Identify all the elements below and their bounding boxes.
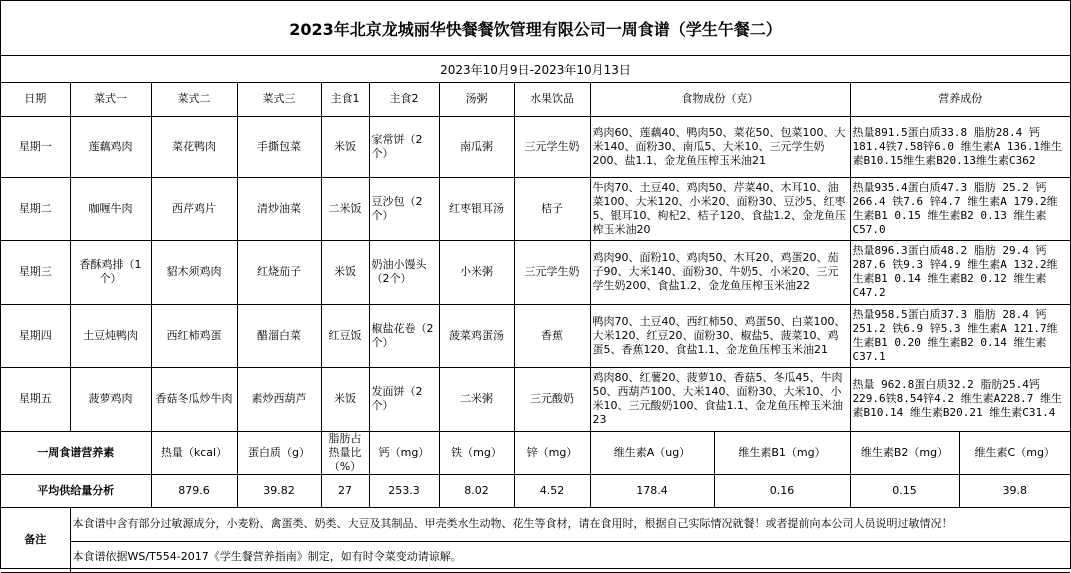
dish3-cell: 手撕包菜 bbox=[237, 116, 321, 177]
table-row bbox=[1, 177, 1070, 240]
nutrient-value-row bbox=[1, 474, 1070, 507]
summary-label-average: 平均供给量分析 bbox=[1, 474, 151, 507]
nutrient-header: 维生素A（ug） bbox=[590, 431, 714, 474]
nutrition-cell: 热量958.5蛋白质37.3 脂肪 28.4 钙251.2 铁6.9 锌5.3 维生素A 121.7维生素B1 0.20 维生素B2 0.14 维生素C37.1 bbox=[850, 304, 1070, 367]
day-cell: 星期三 bbox=[1, 240, 70, 304]
fruit-cell: 三元酸奶 bbox=[514, 367, 590, 431]
header-fruit: 水果饮品 bbox=[514, 83, 590, 116]
nutrient-header: 蛋白质（g） bbox=[237, 431, 321, 474]
header-dish2: 菜式二 bbox=[151, 83, 237, 116]
nutrient-value: 27 bbox=[321, 474, 369, 507]
fruit-cell: 香蕉 bbox=[514, 304, 590, 367]
ingredients-cell: 鸡肉60、莲藕40、鸭肉50、菜花50、包菜100、大米140、面粉30、南瓜5、大米10、三元学生奶200、盐1.1、金龙鱼压榨玉米油21 bbox=[590, 116, 850, 177]
soup-cell: 红枣银耳汤 bbox=[439, 177, 514, 240]
staple1-cell: 米饭 bbox=[321, 116, 369, 177]
nutrient-header: 钙（mg） bbox=[369, 431, 439, 474]
ingredients-cell: 鸡肉80、红薯20、菠萝10、香菇5、冬瓜45、牛肉50、西葫芦100、大米140、面粉30、大米10、小米10、三元酸奶100、食盐1.1、金龙鱼压榨玉米油23 bbox=[590, 367, 850, 431]
nutrition-cell: 热量935.4蛋白质47.3 脂肪 25.2 钙266.4 铁7.6 锌4.7 维生素A 179.2维生素B1 0.15 维生素B2 0.13 维生素C57.0 bbox=[850, 177, 1070, 240]
nutrient-value: 253.3 bbox=[369, 474, 439, 507]
dish1-cell: 莲藕鸡肉 bbox=[70, 116, 151, 177]
allergen-note: 本食谱中含有部分过敏源成分，小麦粉、禽蛋类、奶类、大豆及其制品、甲壳类水生动物、花生等食材，请在食用时，根据自己实际情况就餐！或者提前向本公司人员说明过敏情况！ bbox=[70, 507, 1070, 541]
staple2-cell: 家常饼（2个） bbox=[369, 116, 439, 177]
fruit-cell: 三元学生奶 bbox=[514, 240, 590, 304]
dish2-cell: 香菇冬瓜炒牛肉 bbox=[151, 367, 237, 431]
nutrient-header: 热量（kcal） bbox=[151, 431, 237, 474]
nutrient-header: 锌（mg） bbox=[514, 431, 590, 474]
dish1-cell: 菠萝鸡肉 bbox=[70, 367, 151, 431]
nutrient-value: 879.6 bbox=[151, 474, 237, 507]
staple2-cell: 发面饼（2个） bbox=[369, 367, 439, 431]
nutrient-value: 39.8 bbox=[959, 474, 1070, 507]
ingredients-cell: 鸡肉90、面粉10、鸡肉50、木耳20、鸡蛋20、茄子90、大米140、面粉30、牛奶5、小米20、三元学生奶200、食盐1.2、金龙鱼压榨玉米油22 bbox=[590, 240, 850, 304]
nutrient-header: 维生素B2（mg） bbox=[850, 431, 959, 474]
table-row bbox=[1, 240, 1070, 304]
date-range: 2023年10月9日-2023年10月13日 bbox=[1, 56, 1070, 83]
header-nutrition: 营养成份 bbox=[850, 83, 1070, 116]
header-row bbox=[1, 83, 1070, 116]
dish3-cell: 素炒西葫芦 bbox=[237, 367, 321, 431]
nutrient-value: 39.82 bbox=[237, 474, 321, 507]
dish2-cell: 西芹鸡片 bbox=[151, 177, 237, 240]
nutrient-value: 0.15 bbox=[850, 474, 959, 507]
nutrient-value: 4.52 bbox=[514, 474, 590, 507]
nutrient-header: 铁（mg） bbox=[439, 431, 514, 474]
dish2-cell: 西红柿鸡蛋 bbox=[151, 304, 237, 367]
nutrition-cell: 热量896.3蛋白质48.2 脂肪 29.4 钙287.6 铁9.3 锌4.9 维生素A 132.2维生素B1 0.14 维生素B2 0.12 维生素C47.2 bbox=[850, 240, 1070, 304]
weekly-menu-table bbox=[1, 83, 1070, 573]
nutrient-value: 178.4 bbox=[590, 474, 714, 507]
staple2-cell: 奶油小馒头（2个） bbox=[369, 240, 439, 304]
table-row bbox=[1, 367, 1070, 431]
staple1-cell: 红豆饭 bbox=[321, 304, 369, 367]
soup-cell: 二米粥 bbox=[439, 367, 514, 431]
dish1-cell: 土豆炖鸭肉 bbox=[70, 304, 151, 367]
staple1-cell: 米饭 bbox=[321, 367, 369, 431]
fruit-cell: 三元学生奶 bbox=[514, 116, 590, 177]
ingredients-cell: 牛肉70、土豆40、鸡肉50、芹菜40、木耳10、油菜100、大米120、小米20、面粉30、豆沙5、红枣5、银耳10、枸杞2、桔子120、食盐1.2、金龙鱼压榨玉米油20 bbox=[590, 177, 850, 240]
nutrition-cell: 热量891.5蛋白质33.8 脂肪28.4 钙181.4铁7.58锌6.0 维生素A 136.1维生素B10.15维生素B20.13维生素C362 bbox=[850, 116, 1070, 177]
staple1-cell: 米饭 bbox=[321, 240, 369, 304]
dish3-cell: 清炒油菜 bbox=[237, 177, 321, 240]
table-row bbox=[1, 116, 1070, 177]
staple1-cell: 二米饭 bbox=[321, 177, 369, 240]
page-title: 2023年北京龙城丽华快餐餐饮管理有限公司一周食谱（学生午餐二） bbox=[1, 1, 1070, 56]
nutrient-value: 8.02 bbox=[439, 474, 514, 507]
header-staple1: 主食1 bbox=[321, 83, 369, 116]
header-dish1: 菜式一 bbox=[70, 83, 151, 116]
day-cell: 星期四 bbox=[1, 304, 70, 367]
day-cell: 星期一 bbox=[1, 116, 70, 177]
header-ingredients: 食物成份（克） bbox=[590, 83, 850, 116]
standard-note: 本食谱依据WS/T554-2017《学生餐营养指南》制定，如有时令菜变动请谅解。 bbox=[70, 541, 1070, 572]
notes-row bbox=[1, 541, 1070, 572]
staple2-cell: 椒盐花卷（2个） bbox=[369, 304, 439, 367]
header-date: 日期 bbox=[1, 83, 70, 116]
dish2-cell: 貂木须鸡肉 bbox=[151, 240, 237, 304]
header-soup: 汤粥 bbox=[439, 83, 514, 116]
nutrient-value: 0.16 bbox=[714, 474, 850, 507]
header-dish3: 菜式三 bbox=[237, 83, 321, 116]
soup-cell: 南瓜粥 bbox=[439, 116, 514, 177]
fruit-cell: 桔子 bbox=[514, 177, 590, 240]
notes-row bbox=[1, 507, 1070, 541]
day-cell: 星期五 bbox=[1, 367, 70, 431]
ingredients-cell: 鸭肉70、土豆40、西红柿50、鸡蛋50、白菜100、大米120、红豆20、面粉30、椒盐5、菠菜10、鸡蛋5、香蕉120、食盐1.1、金龙鱼压榨玉米油21 bbox=[590, 304, 850, 367]
day-cell: 星期二 bbox=[1, 177, 70, 240]
table-row bbox=[1, 304, 1070, 367]
header-staple2: 主食2 bbox=[369, 83, 439, 116]
dish1-cell: 香酥鸡排（1个） bbox=[70, 240, 151, 304]
summary-label-weekly: 一周食谱营养素 bbox=[1, 431, 151, 474]
dish1-cell: 咖喱牛肉 bbox=[70, 177, 151, 240]
nutrient-header: 脂肪占热量比（%） bbox=[321, 431, 369, 474]
dish3-cell: 红烧茄子 bbox=[237, 240, 321, 304]
nutrient-header-row bbox=[1, 431, 1070, 474]
staple2-cell: 豆沙包（2个） bbox=[369, 177, 439, 240]
nutrition-cell: 热量 962.8蛋白质32.2 脂肪25.4钙229.6铁8.54锌4.2 维生素A228.7 维生素B10.14 维生素B20.21 维生素C31.4 bbox=[850, 367, 1070, 431]
nutrient-header: 维生素B1（mg） bbox=[714, 431, 850, 474]
dish2-cell: 菜花鸭肉 bbox=[151, 116, 237, 177]
notes-label: 备注 bbox=[1, 507, 70, 572]
nutrient-header: 维生素C（mg） bbox=[959, 431, 1070, 474]
soup-cell: 菠菜鸡蛋汤 bbox=[439, 304, 514, 367]
soup-cell: 小米粥 bbox=[439, 240, 514, 304]
dish3-cell: 醋溜白菜 bbox=[237, 304, 321, 367]
